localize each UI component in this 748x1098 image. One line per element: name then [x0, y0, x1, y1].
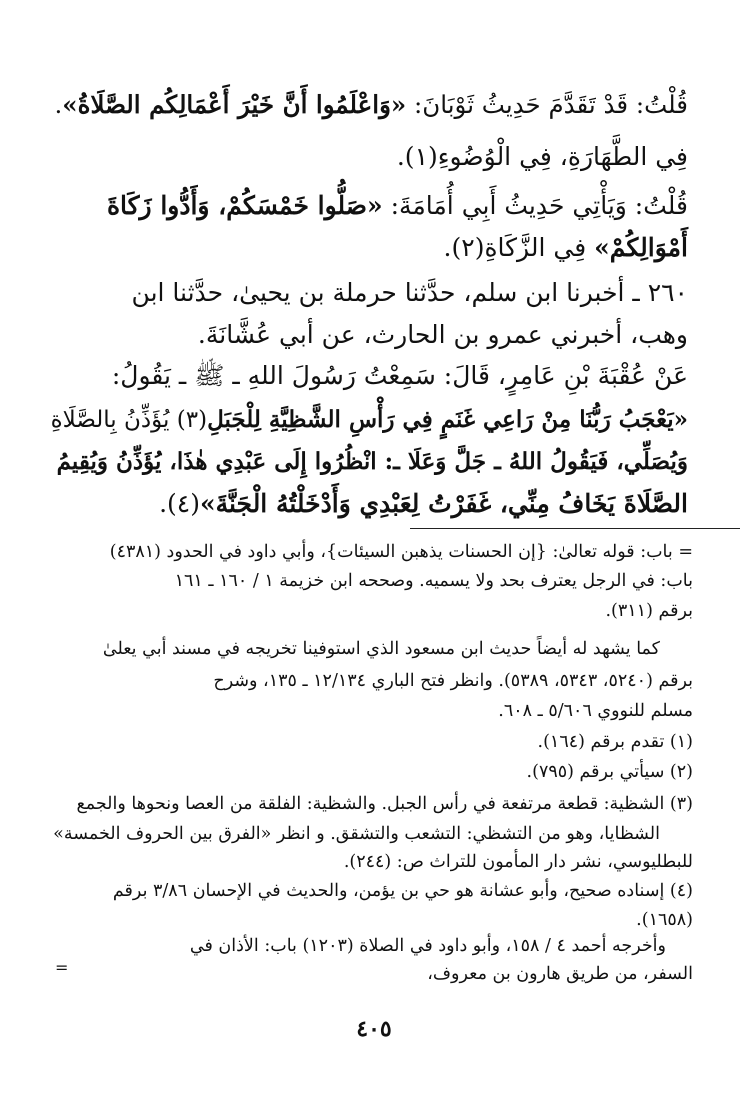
hadith-quote: الصَّلَاةَ يَخَافُ مِنِّي، غَفَرْتُ لِعَبْدِي وَأَدْخَلْتُهُ الْجَنَّةَ»	[199, 489, 688, 518]
main-line-6	[50, 315, 688, 355]
footnote-continuation-line: برقم (٣١١).	[605, 601, 693, 621]
footnote-3-cont: الشظايا، وهو من التشظي: التشعب والتشقق. و انظر «الفرق بين الحروف الخمسة»	[53, 824, 660, 844]
line-text: قُلْتُ: وَيَأْتِي حَدِيثُ أَبِي أُمَامَةَ:	[382, 191, 688, 220]
footnote-continuation-line: برقم (٥٢٤٠، ٥٣٤٣، ٥٣٨٩). وانظر فتح الباري ١٢/١٣٤ ـ ١٣٥، وشرح	[213, 671, 693, 691]
footnote-4-cont: السفر، من طريق هارون بن معروف،	[427, 964, 693, 984]
main-line-10	[50, 484, 688, 524]
hadith-quote: «صَلُّوا خَمْسَكُمْ، وَأَدُّوا زَكَاةَ	[106, 191, 383, 220]
continuation-mark: =	[55, 958, 69, 977]
line-text: عَنْ عُقْبَةَ بْنِ عَامِرٍ، قَالَ: سَمِعْتُ رَسُولَ اللهِ ـ ﷺ ـ يَقُولُ:	[111, 361, 688, 390]
main-line-1	[50, 85, 688, 125]
hadith-quote: وَيُصَلِّي، فَيَقُولُ اللهُ ـ جَلَّ وَعَلَا ـ: انْظُرُوا إِلَى عَبْدِي هٰذَا، يُؤَذِّنُ وَيُقِيمُ	[56, 448, 688, 475]
footnote-2: (٢) سيأتي برقم (٧٩٥).	[526, 762, 693, 782]
line-text: قُلْتُ: قَدْ تَقَدَّمَ حَدِيثُ ثَوْبَانَ:	[406, 90, 688, 119]
footnote-continuation-line: مسلم للنووي ٥/٦٠٦ ـ ٦٠٨.	[498, 701, 693, 721]
main-line-2	[50, 137, 688, 177]
line-text: ٢٦٠ ـ أخبرنا ابن سلم، حدَّثنا حرملة بن يحيىٰ، حدَّثنا ابن	[131, 278, 688, 307]
line-tail: (٣) يُؤَذِّنُ بِالصَّلَاةِ	[50, 407, 208, 433]
footnote-4: (٤) إسناده صحيح، وأبو عشانة هو حي بن يؤمن، والحديث في الإحسان ٣/٨٦ برقم	[112, 881, 693, 901]
line-tail: (٤).	[159, 489, 200, 518]
line-tail: .	[54, 90, 63, 119]
footnote-3: (٣) الشظية: قطعة مرتفعة في رأس الجبل. والشظية: الفلقة من العصا ونحوها والجمع	[76, 794, 693, 814]
page-number: ٤٠٥	[356, 1016, 392, 1042]
footnote-continuation-line: = باب: قوله تعالىٰ: {إن الحسنات يذهبن السيئات}، وأبي داود في الحدود (٤٣٨١)	[109, 542, 693, 562]
hadith-quote: «وَاعْلَمُوا أَنَّ خَيْرَ أَعْمَالِكُم الصَّلَاةُ»	[62, 90, 407, 119]
line-tail: فِي الزَّكَاةِ(٢).	[443, 233, 595, 262]
hadith-quote: أَمْوَالِكُمْ»	[594, 233, 688, 262]
footnote-continuation-line: كما يشهد له أيضاً حديث ابن مسعود الذي استوفينا تخريجه في مسند أبي يعلىٰ	[102, 639, 660, 659]
footnote-continuation-line: باب: في الرجل يعترف بحد ولا يسميه. وصححه ابن خزيمة ١ / ١٦٠ ـ ١٦١	[174, 571, 693, 591]
main-line-8	[50, 400, 688, 440]
footnote-separator	[410, 528, 740, 529]
line-text: فِي الطَّهَارَةِ، فِي الْوُضُوءِ(١).	[396, 142, 688, 171]
main-line-5	[50, 273, 688, 313]
main-line-3	[50, 186, 688, 226]
line-text: وهب، أخبرني عمرو بن الحارث، عن أبي عُشَّانَةَ.	[197, 320, 688, 349]
main-line-7	[50, 356, 688, 396]
footnote-1: (١) تقدم برقم (١٦٤).	[537, 732, 693, 752]
hadith-quote: «يَعْجَبُ رَبُّنَا مِنْ رَاعِي غَنَمٍ فِي رَأْسِ الشَّظِيَّةِ لِلْجَبَلِ	[207, 406, 688, 433]
footnote-3-cont: للبطليوسي، نشر دار المأمون للتراث ص: (٢٤٤).	[343, 852, 693, 872]
main-line-9	[50, 442, 688, 482]
footnote-4-cont: وأخرجه أحمد ٤ / ١٥٨، وأبو داود في الصلاة (١٢٠٣) باب: الأذان في	[189, 936, 666, 956]
footnote-4-cont: (١٦٥٨).	[636, 910, 693, 930]
main-line-4	[50, 228, 688, 268]
